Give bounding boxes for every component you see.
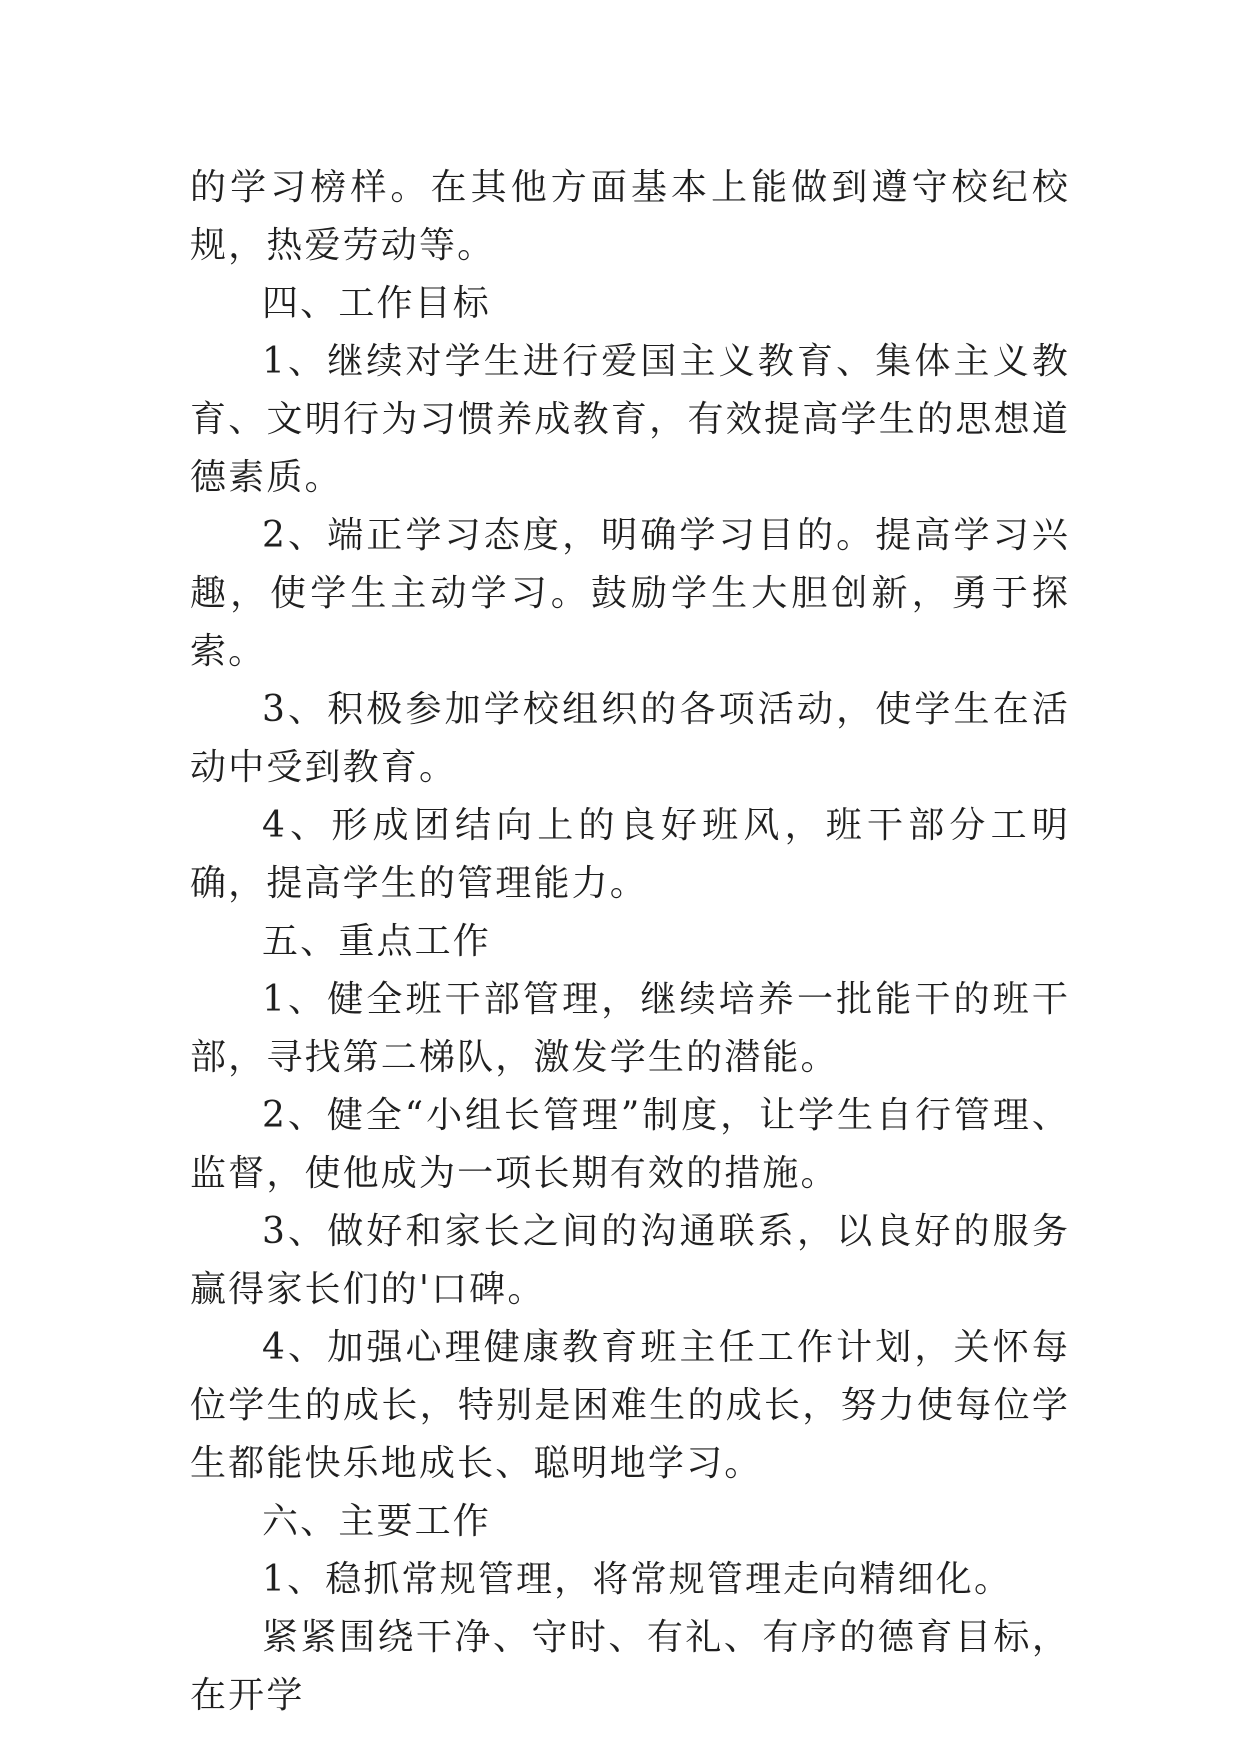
goal-item-3: 3、积极参加学校组织的各项活动，使学生在活动中受到教育。 xyxy=(190,689,1070,788)
main-work-paragraph: 紧紧围绕干净、守时、有礼、有序的德育目标，在开学 xyxy=(190,1617,1070,1716)
section-heading-main-work: 六、主要工作 xyxy=(262,1501,491,1542)
goal-item-1: 1、继续对学生进行爱国主义教育、集体主义教育、文明行为习惯养成教育，有效提高学生的思想道德素质。 xyxy=(190,341,1070,498)
key-work-item-2: 2、健全“小组长管理”制度，让学生自行管理、监督，使他成为一项长期有效的措施。 xyxy=(190,1095,1070,1194)
main-work-item-1: 1、稳抓常规管理，将常规管理走向精细化。 xyxy=(262,1559,1013,1600)
document-body xyxy=(190,159,1070,1725)
goal-item-4: 4、形成团结向上的良好班风，班干部分工明确，提高学生的管理能力。 xyxy=(190,805,1070,904)
paragraph-continuation: 的学习榜样。在其他方面基本上能做到遵守校纪校规，热爱劳动等。 xyxy=(190,167,1070,266)
key-work-item-4: 4、加强心理健康教育班主任工作计划，关怀每位学生的成长，特别是困难生的成长，努力使每位学生都能快乐地成长、聪明地学习。 xyxy=(190,1327,1070,1484)
section-heading-key-work: 五、重点工作 xyxy=(262,921,491,962)
key-work-item-3: 3、做好和家长之间的沟通联系，以良好的服务赢得家长们的'口碑。 xyxy=(190,1211,1070,1310)
section-heading-goals: 四、工作目标 xyxy=(262,283,491,324)
goal-item-2: 2、端正学习态度，明确学习目的。提高学习兴趣，使学生主动学习。鼓励学生大胆创新，勇于探索。 xyxy=(190,515,1070,672)
key-work-item-1: 1、健全班干部管理，继续培养一批能干的班干部，寻找第二梯队，激发学生的潜能。 xyxy=(190,979,1070,1078)
